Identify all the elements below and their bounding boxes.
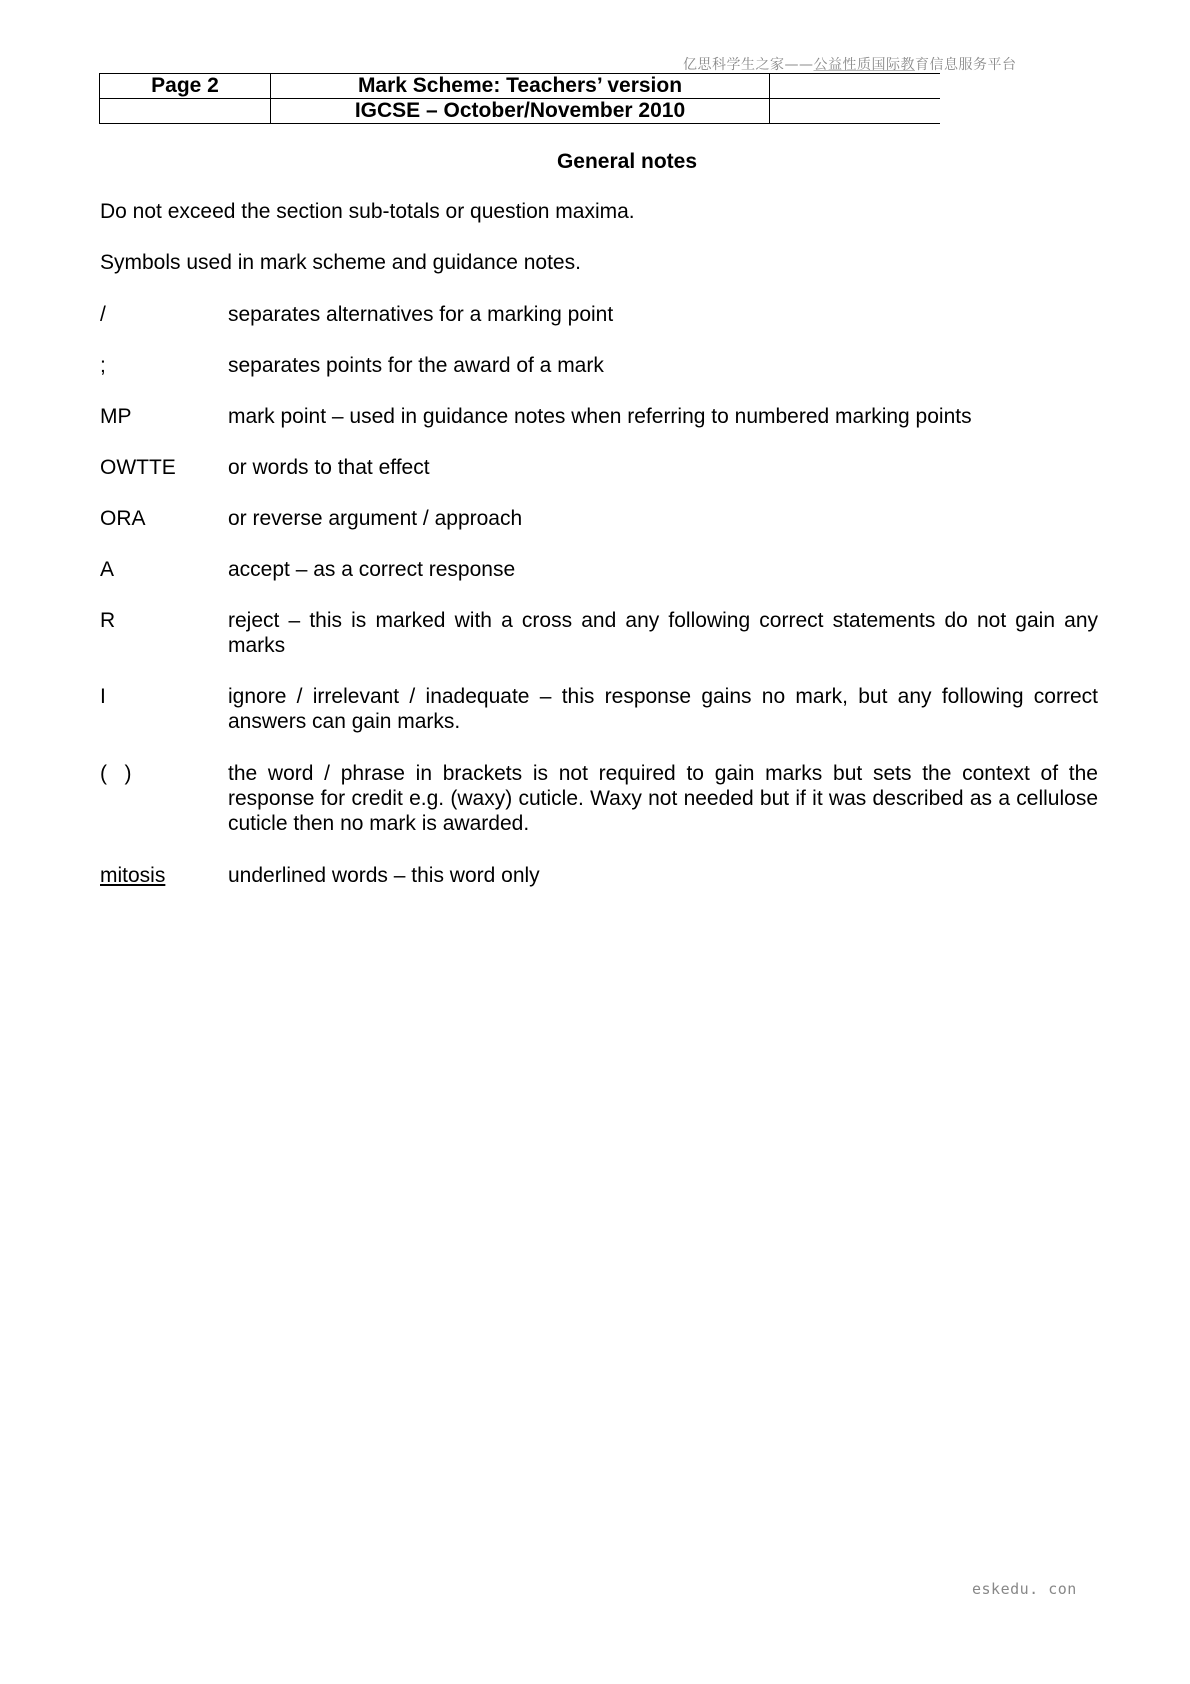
symbol-meaning: ignore / irrelevant / inadequate – this response gains no mark, but any following correct answers can gain marks.: [228, 685, 1098, 733]
symbol-meaning: accept – as a correct response: [228, 558, 516, 581]
symbol: ;: [100, 354, 106, 377]
header-empty-cell: [770, 74, 941, 99]
symbol-row: [100, 608, 1098, 658]
symbol-row: [100, 761, 1098, 836]
mark-scheme-title: Mark Scheme: Teachers’ version: [271, 74, 770, 99]
symbol-meaning: or words to that effect: [228, 456, 430, 479]
symbol-meaning: the word / phrase in brackets is not required to gain marks but sets the context of the response for credit e.g. (waxy) cuticle. Waxy not needed but if it was described as a cellulose cuticle then no mark is awarded.: [228, 762, 1098, 835]
watermark-text: [683, 54, 1017, 74]
general-notes-heading: General notes: [556, 150, 698, 173]
symbol: mitosis: [100, 864, 166, 887]
watermark-part-2: 公益性质国际教: [813, 57, 915, 73]
symbol-meaning: underlined words – this word only: [228, 864, 540, 887]
symbol-meaning: or reverse argument / approach: [228, 507, 523, 530]
header-empty-cell: [100, 99, 271, 124]
symbol: MP: [100, 405, 132, 428]
intro-paragraph: Do not exceed the section sub-totals or question maxima.: [100, 200, 635, 223]
symbol-row: [100, 404, 1098, 429]
header-empty-cell: [770, 99, 941, 124]
header-table: [99, 73, 940, 124]
symbol-row: [100, 557, 1098, 582]
symbol-meaning: separates points for the award of a mark: [228, 354, 604, 377]
symbol-meaning: separates alternatives for a marking point: [228, 303, 614, 326]
symbol-row: [100, 353, 1098, 378]
symbol-meaning: reject – this is marked with a cross and any following correct statements do not gain any marks: [228, 609, 1098, 657]
symbol-meaning: mark point – used in guidance notes when referring to numbered marking points: [228, 405, 972, 428]
page-number: Page 2: [100, 74, 271, 99]
symbol: ORA: [100, 507, 146, 530]
symbol: I: [100, 685, 106, 708]
symbol-row: [100, 302, 1098, 327]
symbol-row: [100, 684, 1098, 734]
watermark-part-3: 育信息服务平台: [915, 57, 1017, 73]
symbol: /: [100, 303, 106, 326]
intro-paragraph: Symbols used in mark scheme and guidance notes.: [100, 251, 581, 274]
footer-watermark: eskedu. con: [972, 1580, 1077, 1598]
symbol-row: [100, 455, 1098, 480]
symbol-row: [100, 863, 1098, 888]
symbol: A: [100, 558, 115, 581]
symbol: OWTTE: [100, 456, 176, 479]
symbol-row: [100, 506, 1098, 531]
symbol: ( ): [100, 762, 132, 785]
exam-session: IGCSE – October/November 2010: [271, 99, 770, 124]
symbol: R: [100, 609, 116, 632]
watermark-part-1: 亿思科学生之家——: [683, 57, 814, 73]
